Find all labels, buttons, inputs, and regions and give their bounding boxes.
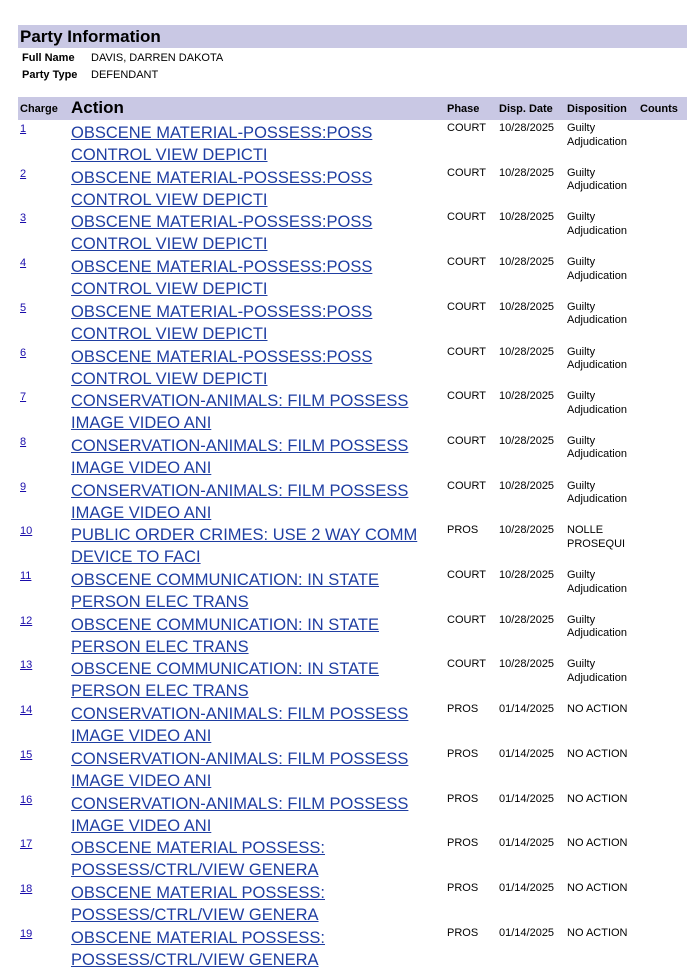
charge-disp-date: 01/14/2025 (499, 703, 555, 716)
party-information-title: Party Information (20, 27, 161, 46)
charge-phase: PROS (447, 792, 479, 805)
charge-number-link[interactable]: 7 (20, 391, 27, 404)
charge-disposition: Guilty Adjudication (567, 256, 627, 282)
charge-row (0, 301, 687, 346)
charge-action-link[interactable]: CONSERVATION-ANIMALS: FILM POSSESS IMAGE VIDEO ANI (71, 392, 409, 433)
charge-number-link[interactable]: 8 (20, 435, 27, 448)
charge-action-link[interactable]: CONSERVATION-ANIMALS: FILM POSSESS IMAGE VIDEO ANI (71, 481, 409, 522)
charge-disposition: Guilty Adjudication (567, 122, 627, 148)
charge-row (0, 837, 687, 882)
charge-row (0, 927, 687, 972)
charge-disposition: NO ACTION (567, 837, 628, 850)
charge-row (0, 480, 687, 525)
charge-disposition: NOLLE PROSEQUI (567, 524, 626, 550)
charge-disp-date: 10/28/2025 (499, 479, 555, 492)
charge-number-link[interactable]: 11 (20, 570, 32, 582)
charge-disp-date: 10/28/2025 (499, 569, 555, 581)
charge-phase: COURT (447, 256, 486, 269)
charge-phase: COURT (447, 166, 486, 179)
full-name-label: Full Name (22, 52, 75, 64)
charge-phase: PROS (447, 524, 479, 537)
charge-action-link[interactable]: CONSERVATION-ANIMALS: FILM POSSESS IMAGE VIDEO ANI (71, 436, 409, 477)
header-action: Action (71, 98, 124, 117)
header-disp-date: Disp. Date (499, 103, 553, 115)
charge-row (0, 793, 687, 838)
charge-action-link[interactable]: CONSERVATION-ANIMALS: FILM POSSESS IMAGE VIDEO ANI (71, 794, 409, 835)
charge-number-link[interactable]: 10 (20, 525, 33, 538)
charge-action-link[interactable]: OBSCENE MATERIAL POSSESS: POSSESS/CTRL/VIEW GENERA (71, 928, 325, 969)
charge-disp-date: 10/28/2025 (499, 658, 555, 671)
header-counts: Counts (640, 103, 678, 115)
charge-disp-date: 01/14/2025 (499, 837, 555, 850)
charge-disp-date: 01/14/2025 (499, 881, 555, 894)
party-type-label: Party Type (22, 69, 78, 81)
charge-phase: COURT (447, 300, 486, 313)
charge-number-link[interactable]: 17 (20, 838, 33, 851)
charge-number-link[interactable]: 18 (20, 882, 33, 895)
charge-disposition: Guilty Adjudication (567, 658, 627, 684)
charge-disp-date: 10/28/2025 (499, 524, 555, 537)
charge-disp-date: 10/28/2025 (499, 345, 555, 358)
charge-disposition: NO ACTION (567, 747, 628, 760)
charge-disp-date: 10/28/2025 (499, 256, 555, 269)
charge-row (0, 346, 687, 391)
charge-phase: PROS (447, 926, 479, 939)
charge-row (0, 524, 687, 569)
charge-row (0, 658, 687, 703)
charge-phase: COURT (447, 479, 486, 492)
charge-number-link[interactable]: 14 (20, 704, 33, 717)
charge-disp-date: 10/28/2025 (499, 434, 555, 447)
charge-row (0, 256, 687, 301)
charge-action-link[interactable]: CONSERVATION-ANIMALS: FILM POSSESS IMAGE VIDEO ANI (71, 705, 409, 746)
charge-disp-date: 10/28/2025 (499, 390, 555, 403)
charge-phase: PROS (447, 837, 479, 850)
charge-action-link[interactable]: OBSCENE MATERIAL-POSSESS:POSS CONTROL VIEW DEPICTI (71, 302, 373, 343)
charge-number-link[interactable]: 1 (20, 123, 27, 135)
charge-row (0, 882, 687, 927)
charge-disp-date: 01/14/2025 (499, 747, 555, 760)
header-phase: Phase (447, 103, 480, 115)
charge-action-link[interactable]: OBSCENE MATERIAL-POSSESS:POSS CONTROL VIEW DEPICTI (71, 124, 373, 164)
charge-disposition: Guilty Adjudication (567, 300, 627, 327)
charge-action-link[interactable]: OBSCENE MATERIAL-POSSESS:POSS CONTROL VIEW DEPICTI (71, 347, 373, 388)
charge-action-link[interactable]: OBSCENE MATERIAL POSSESS: POSSESS/CTRL/VIEW GENERA (71, 883, 325, 924)
charge-action-link[interactable]: OBSCENE COMMUNICATION: IN STATE PERSON ELEC TRANS (71, 660, 380, 701)
charge-disp-date: 01/14/2025 (499, 926, 555, 939)
charge-action-link[interactable]: OBSCENE COMMUNICATION: IN STATE PERSON ELEC TRANS (71, 571, 380, 611)
charge-action-link[interactable]: OBSCENE COMMUNICATION: IN STATE PERSON ELEC TRANS (71, 615, 380, 656)
charge-action-link[interactable]: OBSCENE MATERIAL-POSSESS:POSS CONTROL VIEW DEPICTI (71, 213, 373, 254)
charge-row (0, 122, 687, 167)
charge-row (0, 614, 687, 659)
charge-phase: COURT (447, 122, 486, 134)
charge-action-link[interactable]: PUBLIC ORDER CRIMES: USE 2 WAY COMM DEVICE TO FACI (71, 526, 418, 567)
charge-row (0, 211, 687, 256)
charge-phase: COURT (447, 211, 486, 224)
charge-phase: PROS (447, 881, 479, 894)
charge-number-link[interactable]: 9 (20, 480, 27, 493)
charge-disposition: Guilty Adjudication (567, 390, 627, 416)
charge-disposition: Guilty Adjudication (567, 569, 627, 595)
charge-number-link[interactable]: 15 (20, 748, 33, 761)
charge-row (0, 569, 687, 614)
charge-disp-date: 10/28/2025 (499, 166, 555, 179)
charge-number-link[interactable]: 3 (20, 212, 27, 225)
charge-number-link[interactable]: 19 (20, 927, 33, 940)
charge-action-link[interactable]: OBSCENE MATERIAL POSSESS: POSSESS/CTRL/VIEW GENERA (71, 839, 325, 880)
charge-disposition: Guilty Adjudication (567, 166, 627, 193)
charge-phase: COURT (447, 434, 486, 447)
charge-disp-date: 01/14/2025 (499, 792, 555, 805)
charge-number-link[interactable]: 12 (20, 614, 33, 627)
charge-disposition: NO ACTION (567, 792, 628, 805)
charge-number-link[interactable]: 6 (20, 346, 27, 359)
header-disposition: Disposition (567, 103, 627, 115)
charge-action-link[interactable]: OBSCENE MATERIAL-POSSESS:POSS CONTROL VIEW DEPICTI (71, 258, 373, 299)
charge-disp-date: 10/28/2025 (499, 122, 555, 134)
charge-phase: PROS (447, 703, 479, 716)
charge-row (0, 167, 687, 212)
charge-disp-date: 10/28/2025 (499, 211, 555, 224)
header-charge: Charge (20, 103, 58, 115)
charge-disp-date: 10/28/2025 (499, 613, 555, 626)
charge-phase: COURT (447, 345, 486, 358)
charge-disp-date: 10/28/2025 (499, 300, 555, 313)
charge-number-link[interactable]: 2 (20, 167, 27, 180)
charge-number-link[interactable]: 16 (20, 793, 33, 806)
charge-phase: COURT (447, 390, 486, 403)
charge-disposition: Guilty Adjudication (567, 479, 627, 506)
charge-disposition: Guilty Adjudication (567, 345, 627, 371)
full-name-value: DAVIS, DARREN DAKOTA (91, 52, 224, 64)
party-type-value: DEFENDANT (91, 69, 159, 81)
charge-row (0, 435, 687, 480)
charge-action-link[interactable]: OBSCENE MATERIAL-POSSESS:POSS CONTROL VIEW DEPICTI (71, 168, 373, 209)
charge-disposition: NO ACTION (567, 881, 628, 894)
charge-row (0, 390, 687, 435)
charge-disposition: Guilty Adjudication (567, 211, 627, 237)
charge-number-link[interactable]: 13 (20, 659, 33, 672)
charge-disposition: NO ACTION (567, 926, 628, 939)
charge-phase: COURT (447, 658, 486, 671)
charge-number-link[interactable]: 5 (20, 301, 27, 314)
charge-disposition: Guilty Adjudication (567, 613, 627, 640)
charge-row (0, 748, 687, 793)
charge-phase: COURT (447, 569, 486, 581)
charge-disposition: NO ACTION (567, 703, 628, 716)
charge-disposition: Guilty Adjudication (567, 434, 627, 461)
charge-phase: PROS (447, 747, 479, 760)
charge-phase: COURT (447, 613, 486, 626)
charge-action-link[interactable]: CONSERVATION-ANIMALS: FILM POSSESS IMAGE VIDEO ANI (71, 749, 409, 790)
charge-number-link[interactable]: 4 (20, 257, 27, 270)
charge-row (0, 703, 687, 748)
